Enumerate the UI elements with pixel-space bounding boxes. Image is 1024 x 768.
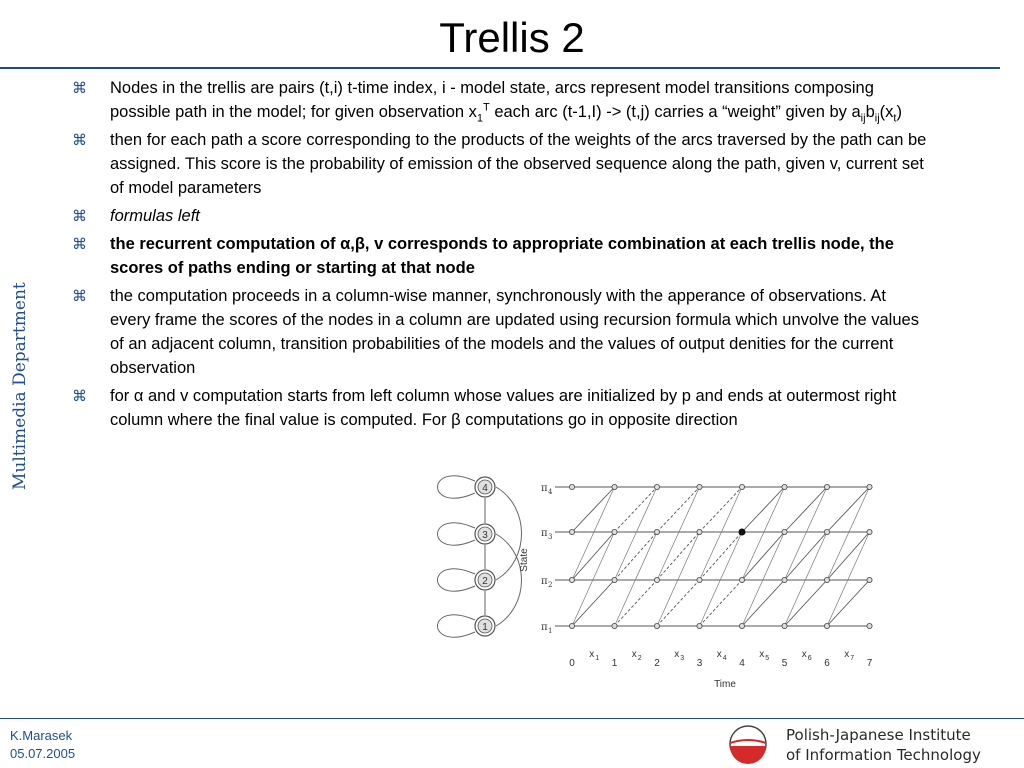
- slide-title: Trellis 2: [439, 14, 585, 61]
- observation-label-sub: 3: [680, 655, 685, 662]
- title-divider: [0, 67, 1000, 69]
- trellis-node: [612, 484, 617, 489]
- command-bullet-icon: ⌘: [72, 387, 87, 405]
- bullet-item: ⌘ the computation proceeds in a column-wise manner, synchronously with the apperance of observations. At every frame the scores of the nodes in a column are updated using recursion formula which unvolve the values of an adjacent column, transition probabilities of the models and the values of output denities for the current observation: [70, 284, 930, 380]
- trellis-arc: [657, 580, 700, 626]
- bullet-item: ⌘ then for each path a score corresponding to the products of the weights of the arcs traversed by the path can be assigned. This score is the probability of emission of the observed sequence along the path, given v, current set of model parameters: [70, 128, 930, 200]
- trellis-arc: [572, 487, 615, 532]
- pi-label-sub: 3: [548, 533, 553, 541]
- trellis-arc: [785, 580, 828, 626]
- trellis-arc: [615, 580, 658, 626]
- observation-label-sub: 2: [637, 655, 642, 662]
- trellis-node: [697, 484, 702, 489]
- trellis-node: [654, 484, 659, 489]
- pi-label-sub: 4: [548, 488, 553, 496]
- trellis-skip-arc: [700, 532, 743, 626]
- trellis-node: [612, 577, 617, 582]
- time-tick-label: 5: [781, 658, 788, 669]
- state-axis-label: State: [519, 548, 530, 572]
- trellis-arc: [827, 580, 870, 626]
- trellis-skip-arc: [700, 487, 743, 580]
- pi-label-sub: 1: [548, 627, 553, 635]
- time-tick-label: 7: [866, 658, 873, 669]
- trellis-arc: [657, 487, 700, 532]
- footer-author-block: [10, 727, 75, 763]
- command-bullet-icon: ⌘: [72, 131, 87, 149]
- observation-label: x: [631, 649, 637, 660]
- command-bullet-icon: ⌘: [72, 207, 87, 225]
- trellis-arc: [657, 532, 700, 580]
- trellis-node: [824, 529, 829, 534]
- trellis-node: [569, 577, 574, 582]
- trellis-skip-arc: [785, 532, 828, 626]
- state-skip-arrow: [496, 487, 522, 580]
- trellis-skip-arc: [657, 532, 700, 626]
- trellis-arc: [827, 487, 870, 532]
- trellis-highlight-node: [739, 529, 745, 535]
- pi-label-sub: 2: [548, 581, 553, 589]
- pi-label: π: [541, 576, 548, 587]
- time-tick-label: 3: [696, 658, 703, 669]
- self-loop-arrow: [438, 615, 476, 637]
- trellis-node: [824, 484, 829, 489]
- self-loop-arrow: [438, 476, 476, 498]
- trellis-node: [654, 623, 659, 628]
- trellis-node: [612, 623, 617, 628]
- observation-label: x: [844, 649, 850, 660]
- bullet-item: ⌘ the recurrent computation of α,β, v corresponds to appropriate combination at each trellis node, the scores of paths ending or starting at that node: [70, 232, 930, 280]
- trellis-skip-arc: [785, 487, 828, 580]
- trellis-arc: [742, 487, 785, 532]
- state-node-label: 2: [482, 576, 488, 587]
- trellis-skip-arc: [615, 532, 658, 626]
- trellis-node: [569, 529, 574, 534]
- trellis-skip-arc: [742, 487, 785, 580]
- trellis-arc: [742, 580, 785, 626]
- observation-label-sub: 5: [765, 655, 770, 662]
- trellis-skip-arc: [657, 487, 700, 580]
- state-node-label: 1: [482, 622, 488, 633]
- department-side-label: Multimedia Department: [10, 282, 30, 490]
- state-node-label: 4: [482, 483, 488, 494]
- trellis-skip-arc: [742, 532, 785, 626]
- trellis-skip-arc: [572, 487, 615, 580]
- trellis-arc: [572, 580, 615, 626]
- trellis-arc: [572, 532, 615, 580]
- bullet-item: ⌘ formulas left: [70, 204, 930, 228]
- trellis-arc: [615, 487, 658, 532]
- trellis-node: [654, 577, 659, 582]
- trellis-node: [824, 623, 829, 628]
- footer-divider: [0, 718, 1024, 719]
- institute-logo-icon: [725, 724, 771, 764]
- trellis-node: [867, 623, 872, 628]
- observation-label-sub: 1: [595, 655, 600, 662]
- trellis-node: [697, 577, 702, 582]
- trellis-node: [867, 484, 872, 489]
- trellis-arc: [785, 532, 828, 580]
- command-bullet-icon: ⌘: [72, 235, 87, 253]
- trellis-skip-arc: [827, 487, 870, 580]
- time-tick-label: 6: [824, 658, 830, 669]
- trellis-node: [697, 623, 702, 628]
- trellis-node: [782, 623, 787, 628]
- trellis-node: [782, 577, 787, 582]
- time-tick-label: 1: [611, 658, 618, 669]
- time-tick-label: 2: [654, 658, 660, 669]
- self-loop-arrow: [438, 523, 476, 545]
- trellis-skip-arc: [572, 532, 615, 626]
- state-node-label: 3: [482, 530, 488, 541]
- trellis-node: [782, 484, 787, 489]
- trellis-arc: [615, 532, 658, 580]
- observation-label: x: [589, 649, 595, 660]
- trellis-skip-arc: [827, 532, 870, 626]
- trellis-node: [697, 529, 702, 534]
- observation-label-sub: 4: [722, 655, 727, 662]
- trellis-node: [867, 577, 872, 582]
- observation-label: x: [759, 649, 765, 660]
- trellis-node: [824, 577, 829, 582]
- observation-label: x: [674, 649, 680, 660]
- trellis-node: [569, 623, 574, 628]
- slide-date: 05.07.2005: [10, 746, 76, 761]
- time-tick-label: 4: [739, 658, 745, 669]
- trellis-node: [782, 529, 787, 534]
- trellis-arc: [700, 580, 743, 626]
- self-loop-arrow: [438, 569, 476, 591]
- bullet-list: [70, 76, 930, 436]
- observation-label-sub: 6: [807, 655, 812, 662]
- observation-label: x: [801, 649, 807, 660]
- trellis-arc: [742, 532, 785, 580]
- observation-label: x: [716, 649, 722, 660]
- command-bullet-icon: ⌘: [72, 79, 87, 97]
- author-name: K.Marasek: [10, 728, 73, 743]
- bullet-item: ⌘ Nodes in the trellis are pairs (t,i) t-time index, i - model state, arcs represent model transitions composing possible path in the model; for given observation $x_1^T$ each arc (t-1,I) -> (t,j) carries a “weight” given by $a_{ij}b_{ij}(x_t)$: [70, 76, 930, 124]
- bullet-item: ⌘ for α and v computation starts from left column whose values are initialized by p and ends at outermost right column where the final value is computed. For β computations go in opposite direction: [70, 384, 930, 432]
- state-skip-arrow: [496, 534, 522, 626]
- trellis-skip-arc: [615, 487, 658, 580]
- pi-label: π: [541, 483, 548, 494]
- trellis-node: [739, 623, 744, 628]
- institute-name: Polish-Japanese Institute of Information Technology: [786, 726, 981, 764]
- trellis-node: [612, 529, 617, 534]
- trellis-node: [739, 484, 744, 489]
- observation-label-sub: 7: [850, 655, 855, 662]
- command-bullet-icon: ⌘: [72, 287, 87, 305]
- trellis-node: [867, 529, 872, 534]
- time-tick-label: 0: [569, 658, 575, 669]
- trellis-node: [739, 577, 744, 582]
- trellis-arc: [700, 487, 743, 532]
- trellis-arc: [700, 532, 743, 580]
- trellis-node: [569, 484, 574, 489]
- trellis-figure: [425, 462, 895, 692]
- trellis-arc: [785, 487, 828, 532]
- trellis-arc: [827, 532, 870, 580]
- pi-label: π: [541, 528, 548, 539]
- time-axis-label: Time: [714, 679, 736, 690]
- trellis-node: [654, 529, 659, 534]
- pi-label: π: [541, 622, 548, 633]
